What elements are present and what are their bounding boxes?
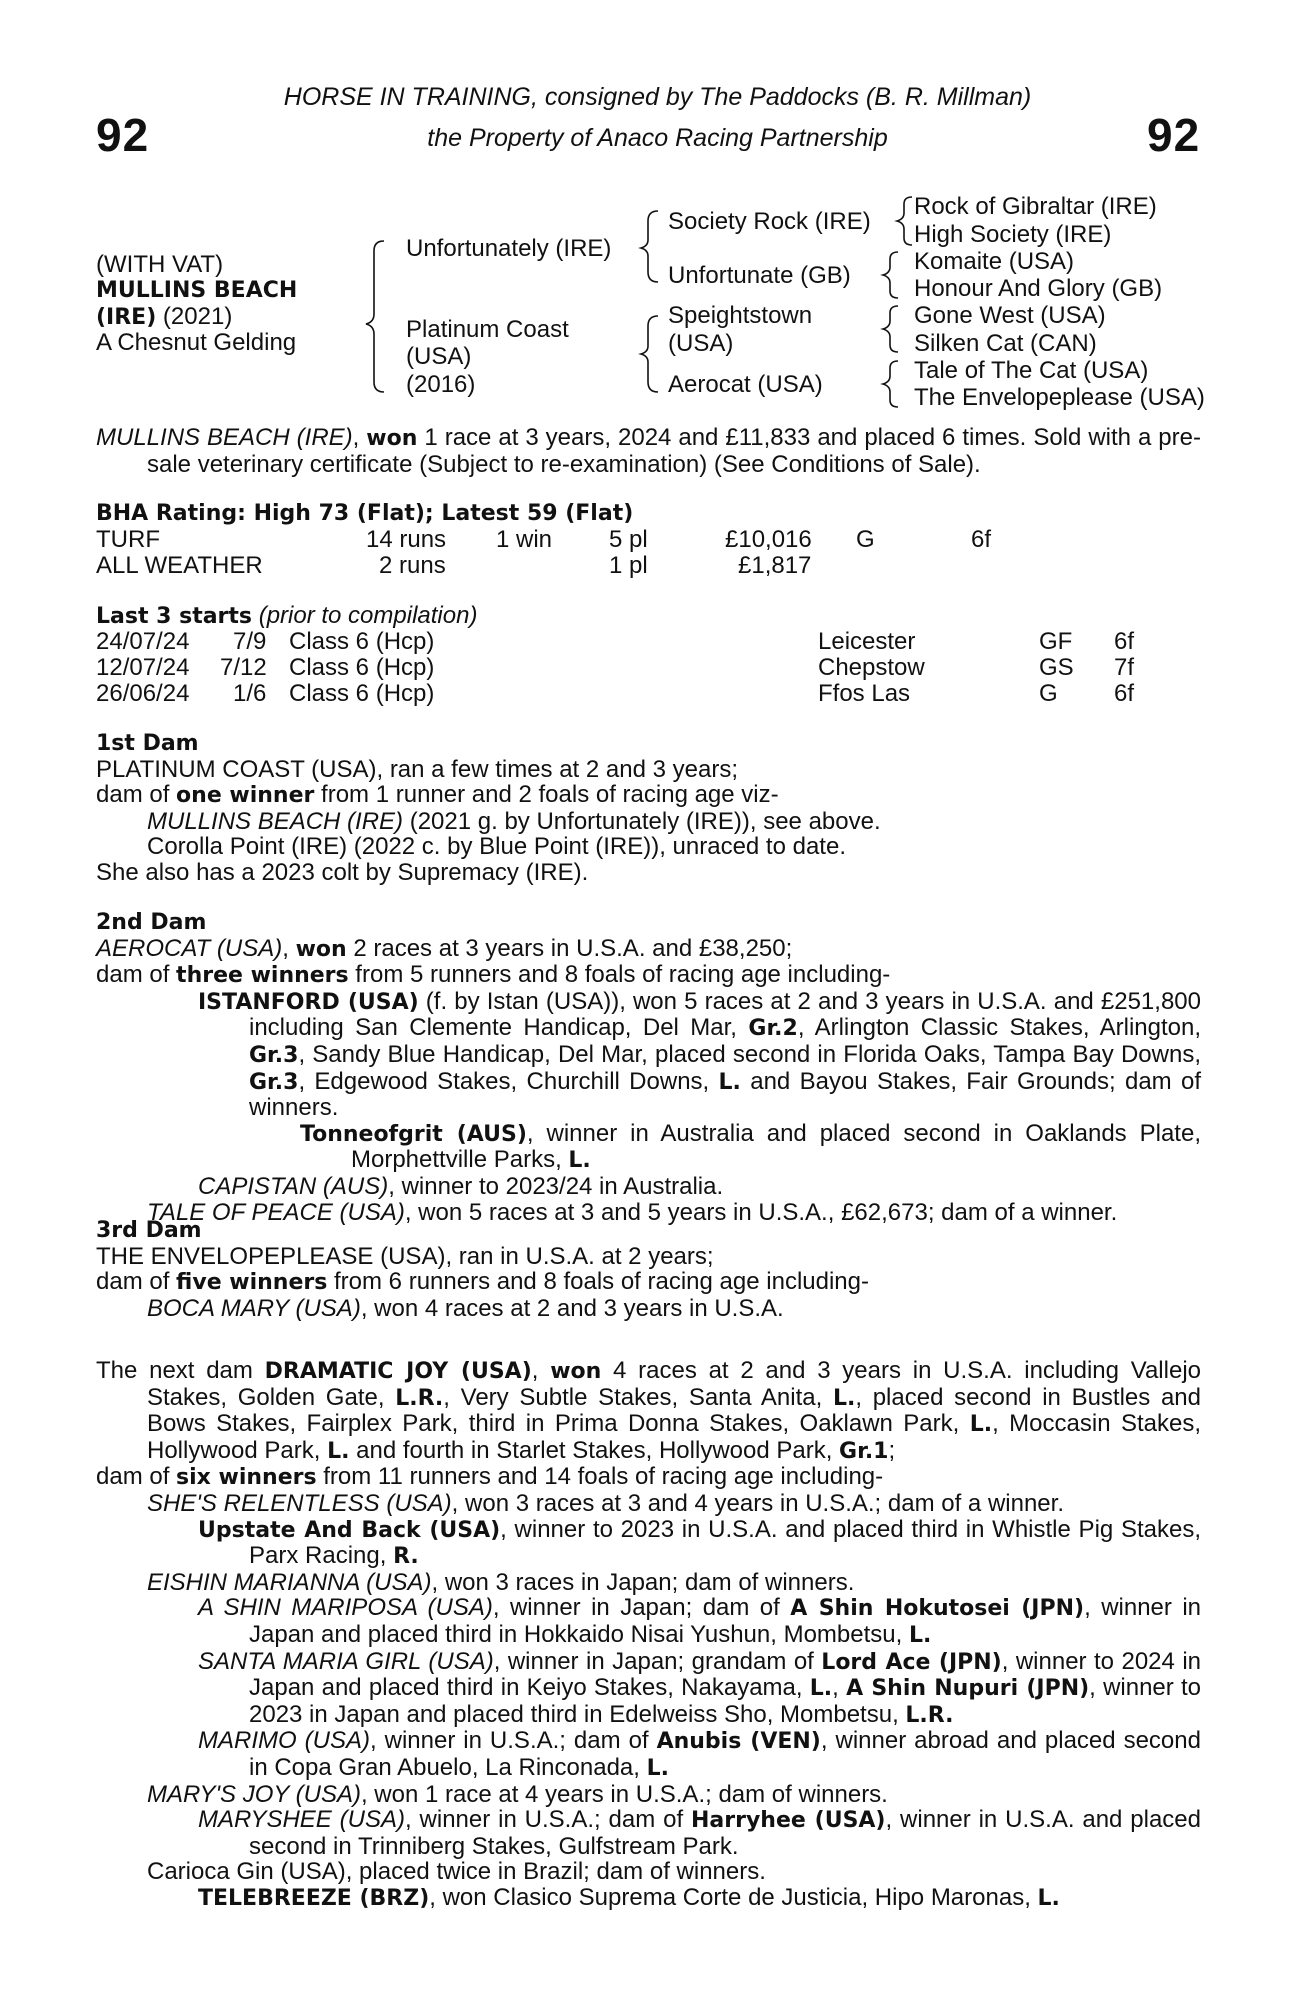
lot-number-left: 92: [96, 109, 150, 161]
second-dam-heading: 2nd Dam: [96, 910, 207, 935]
horse-name: MULLINS BEACH: [96, 278, 298, 303]
start-row: 26/06/24 1/6 Class 6 (Hcp) Ffos Las G 6f: [96, 680, 1135, 707]
pedigree-dds: Tale of The Cat (USA): [914, 357, 1149, 384]
pedigree-ddd: The Envelopeplease (USA): [914, 384, 1205, 411]
pedigree-dam-sire-line2: (USA): [668, 330, 734, 357]
rating-row-all-weather: ALL WEATHER 2 runs 1 pl £1,817: [96, 552, 812, 579]
pedigree-dam-line1: Platinum Coast: [406, 316, 569, 343]
first-dam-section: 1st Dam PLATINUM COAST (USA), ran a few times at 2 and 3 years; dam of one winner from 1 runner and 2 foals of racing age viz- MULLINS BEACH (IRE) (2021 g. by Unfortunately (IRE)), see above. Corolla Point (IRE) (2022 c. by Blue Point (IRE)), unraced to date. She also has a 2023 colt by Supremacy (IRE).: [96, 731, 1201, 886]
pedigree-dam-line3: (2016): [406, 371, 476, 398]
pedigree-sds: Komaite (USA): [914, 248, 1075, 275]
start-row: 24/07/24 7/9 Class 6 (Hcp) Leicester GF 6f: [96, 628, 1135, 655]
start-row: 12/07/24 7/12 Class 6 (Hcp) Chepstow GS 7f: [96, 654, 1135, 681]
last-starts-heading: Last 3 starts (prior to compilation): [96, 602, 478, 629]
pedigree-dsd: Silken Cat (CAN): [914, 330, 1097, 357]
bha-rating-heading: BHA Rating: High 73 (Flat); Latest 59 (Flat): [96, 501, 634, 526]
pedigree-sire-sire: Society Rock (IRE): [668, 208, 871, 235]
race-summary: MULLINS BEACH (IRE), won 1 race at 3 years, 2024 and £11,833 and placed 6 times. Sold with a pre-sale veterinary certificate (Subject to re-examination) (See Conditions of Sale).: [96, 424, 1201, 478]
pedigree-sdd: Honour And Glory (GB): [914, 275, 1163, 302]
pedigree-sire: Unfortunately (IRE): [406, 235, 612, 262]
pedigree-dss: Gone West (USA): [914, 302, 1106, 329]
pedigree-dam-sire-line1: Speightstown: [668, 302, 813, 329]
lot-number-right: 92: [1147, 109, 1201, 161]
pedigree-sire-dam: Unfortunate (GB): [668, 262, 851, 289]
pedigree-dam-line2: (USA): [406, 343, 472, 370]
horse-name-line2: (IRE) (2021): [96, 303, 233, 330]
header-consignor: HORSE IN TRAINING, consigned by The Paddocks (B. R. Millman): [283, 83, 1032, 111]
header-property: the Property of Anaco Racing Partnership: [427, 124, 888, 152]
pedigree-ssd: High Society (IRE): [914, 221, 1112, 248]
horse-description: A Chesnut Gelding: [96, 329, 297, 356]
third-dam-section: 3rd Dam THE ENVELOPEPLEASE (USA), ran in U.S.A. at 2 years; dam of five winners from 6 runners and 8 foals of racing age including- BOCA MARY (USA), won 4 races at 2 and 3 years in U.S.A.: [96, 1218, 1201, 1321]
second-dam-section: 2nd Dam AEROCAT (USA), won 2 races at 3 years in U.S.A. and £38,250; dam of three winners from 5 runners and 8 foals of racing age including- ISTANFORD (USA) (f. by Istan (USA)), won 5 races at 2 and 3 years in U.S.A. and £251,800 including San Clemente Handicap, Del Mar, Gr.2, Arlington Classic Stakes, Arlington, Gr.3, Sandy Blue Handicap, Del Mar, placed second in Florida Oaks, Tampa Bay Downs, Gr.3, Edgewood Stakes, Churchill Downs, L. and Bayou Stakes, Fair Grounds; dam of winners. Tonneofgrit (AUS), winner in Australia and placed second in Oaklands Plate, Morphettville Parks, L. CAPISTAN (AUS), winner to 2023/24 in Australia. TALE OF PEACE (USA), won 5 races at 3 and 5 years in U.S.A., £62,673; dam of a winner.: [96, 910, 1201, 1226]
first-dam-heading: 1st Dam: [96, 731, 199, 756]
third-dam-heading: 3rd Dam: [96, 1218, 202, 1243]
next-dam-section: The next dam DRAMATIC JOY (USA), won 4 races at 2 and 3 years in U.S.A. including Vallejo Stakes, Golden Gate, L.R., Very Subtle Stakes, Santa Anita, L., placed second in Bustles and Bows Stakes, Fairplex Park, third in Prima Donna Stakes, Oaklawn Park, L., Moccasin Stakes, Hollywood Park, L. and fourth in Starlet Stakes, Hollywood Park, Gr.1; dam of six winners from 11 runners and 14 foals of racing age including- SHE'S RELENTLESS (USA), won 3 races at 3 and 4 years in U.S.A.; dam of a winner. Upstate And Back (USA), winner to 2023 in U.S.A. and placed third in Whistle Pig Stakes, Parx Racing, R. EISHIN MARIANNA (USA), won 3 races in Japan; dam of winners. A SHIN MARIPOSA (USA), winner in Japan; dam of A Shin Hokutosei (JPN), winner in Japan and placed third in Hokkaido Nisai Yushun, Mombetsu, L. SANTA MARIA GIRL (USA), winner in Japan; grandam of Lord Ace (JPN), winner to 2024 in Japan and placed third in Keiyo Stakes, Nakayama, L., A Shin Nupuri (JPN), winner to 2023 in Japan and placed third in Edelweiss Sho, Mombetsu, L.R. MARIMO (USA), winner in U.S.A.; dam of Anubis (VEN), winner abroad and placed second in Copa Gran Abuelo, La Rinconada, L. MARY'S JOY (USA), won 1 race at 4 years in U.S.A.; dam of winners. MARYSHEE (USA), winner in U.S.A.; dam of Harryhee (USA), winner in U.S.A. and placed second in Trinniberg Stakes, Gulfstream Park. Carioca Gin (USA), placed twice in Brazil; dam of winners. TELEBREEZE (BRZ), won Clasico Suprema Corte de Justicia, Hipo Maronas, L.: [96, 1357, 1202, 1911]
pedigree-dam-dam: Aerocat (USA): [668, 371, 823, 398]
pedigree-sss: Rock of Gibraltar (IRE): [914, 193, 1157, 220]
rating-row-turf: TURF 14 runs 1 win 5 pl £10,016 G 6f: [96, 526, 992, 553]
vat-label: (WITH VAT): [96, 251, 224, 278]
